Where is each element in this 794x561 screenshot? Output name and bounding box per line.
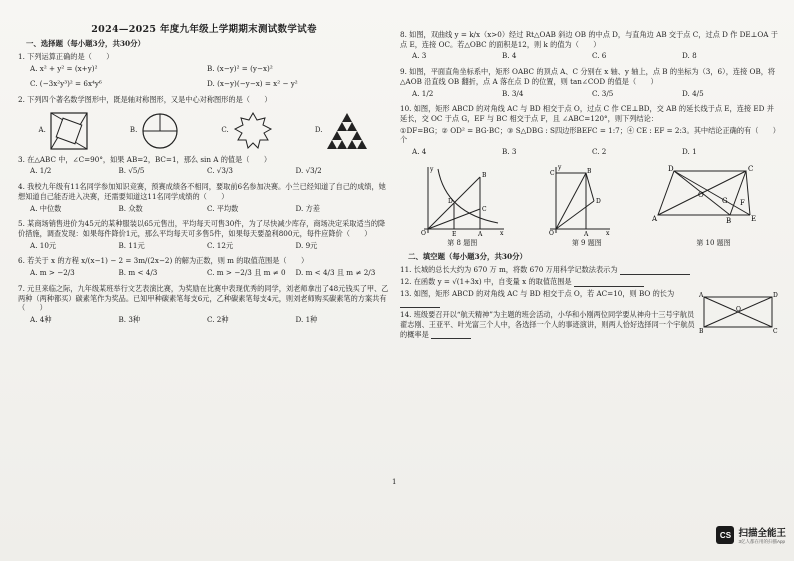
section-choice-heading: 一、选择题（每小题3分，共30分） <box>26 38 145 48</box>
question-figures <box>400 163 778 237</box>
option-c: C. 12元 <box>207 240 234 250</box>
question-10-options <box>400 147 778 157</box>
svg-text:E: E <box>751 214 757 223</box>
sierpinski-triangle-icon <box>325 111 369 151</box>
question-4: 4. 我校九年级有11名同学参加知识竞赛，预赛成绩各不相同，要取前6名参加决赛。小兰已经知道了自己的成绩，她想知道自己能否进入决赛，还需要知道这11名同学成绩的（ ） <box>18 182 386 201</box>
svg-text:y: y <box>430 165 434 173</box>
option-d: D. 9元 <box>295 240 318 250</box>
rectangle-fold-figure <box>544 163 614 237</box>
option-c: C. 6 <box>592 51 607 61</box>
question-12-text: 12. 在函数 y = √(1+3x) 中，自变量 x 的取值范围是 <box>400 277 572 287</box>
option-a: A. 10元 <box>30 240 57 250</box>
svg-text:y: y <box>558 163 562 171</box>
option-b: B. 3 <box>502 147 517 157</box>
option-c: C. m > −2/3 且 m ≠ 0 <box>207 268 286 278</box>
svg-text:D: D <box>668 164 674 173</box>
question-1-options <box>18 64 390 74</box>
question-14-text: 14. 班级要召开以“航天精神”为主题的班会活动，小华和小刚两位同学要从神舟十三号宇航员翟志刚、王亚平、叶光富三个人中，各选择一个人的事迹演讲，则两人恰好选择同一个宇航员的概率是 <box>400 310 695 339</box>
svg-text:O: O <box>698 190 704 199</box>
question-7: 7. 元旦来临之际，九年级某班举行文艺表演比赛，为奖励在比赛中表现优秀的同学，刘老师拿出了48元钱买了甲、乙两种（两种都买）碳素笔作为奖品。已知甲种碳素笔每支6元，乙种碳素笔每支4元，则刘老师购买碳素笔的方案共有（ ） <box>18 283 389 313</box>
figure-d <box>315 111 370 151</box>
camscanner-logo-icon: CS <box>716 526 734 544</box>
svg-text:C: C <box>773 327 778 335</box>
figure-d-label: D. <box>314 125 323 134</box>
right-column <box>400 30 778 341</box>
option-b: B. m < 4/3 <box>118 268 158 278</box>
option-b: B. 众数 <box>118 203 143 213</box>
caption-figure-10: 第 10 题图 <box>696 238 731 247</box>
svg-text:x: x <box>500 229 504 237</box>
option-c: C. 2种 <box>207 315 229 325</box>
svg-text:B: B <box>587 167 592 175</box>
svg-text:O: O <box>549 229 554 237</box>
answer-blank <box>620 267 690 275</box>
figure-c <box>221 110 273 152</box>
watermark-app-name: 扫描全能王 <box>738 528 786 539</box>
option-c: C. 3/5 <box>592 88 614 98</box>
option-b: B. 3/4 <box>502 88 524 98</box>
option-a: A. 中位数 <box>30 203 62 213</box>
option-d: D. (x−y)(−y−x) = x² − y² <box>207 79 298 89</box>
question-6-options <box>18 268 390 278</box>
figure-a-label: A. <box>38 125 46 134</box>
question-10: 10. 如图，矩形 ABCD 的对角线 AC 与 BD 相交于点 O，过点 C 作 CE⊥BD，交 AB 的延长线于点 E，连接 ED 并延长，交 OC 于点 G，EF 与 BC 相交于点 F，且 ∠ABC=120°，则下列结论： <box>400 104 774 124</box>
left-column <box>18 6 390 331</box>
figure-captions <box>400 239 778 248</box>
figure-b <box>130 111 180 151</box>
question-4-options <box>18 204 390 214</box>
svg-text:A: A <box>652 214 658 223</box>
svg-text:D: D <box>448 197 453 205</box>
pinwheel-square-icon <box>49 111 89 151</box>
svg-text:A: A <box>584 230 589 237</box>
question-13-text: 13. 如图，矩形 ABCD 的对角线 AC 与 BD 相交于点 O，若 AC=10，则 BO 的长为 <box>400 288 675 298</box>
figure-a <box>39 111 89 151</box>
option-c: C. (−3x²y³)² = 6x⁴y⁶ <box>30 79 102 89</box>
question-9-options <box>400 89 778 99</box>
question-1: 1. 下列运算正确的是（ ） <box>18 51 114 61</box>
svg-text:A: A <box>699 291 704 299</box>
svg-text:C: C <box>748 164 754 173</box>
svg-text:E: E <box>452 230 457 237</box>
question-2-figures <box>18 109 390 153</box>
question-1-options-row2 <box>18 79 390 89</box>
page-number: 1 <box>392 478 397 486</box>
question-8-options <box>400 51 778 61</box>
questions-13-14-text <box>400 289 698 342</box>
figure-b-label: B. <box>129 125 138 134</box>
answer-blank <box>431 331 471 339</box>
question-6: 6. 若关于 x 的方程 x/(x−1) − 2 = 3m/(2x−2) 的解为正数，则 m 的取值范围是（ ） <box>18 256 309 266</box>
option-b: B. √5/5 <box>118 166 145 176</box>
svg-text:D: D <box>596 197 601 205</box>
watermark-text <box>738 525 786 545</box>
svg-text:B: B <box>699 327 704 335</box>
rectangle-diagonals-figure <box>650 163 760 237</box>
option-a: A. 4种 <box>30 315 52 325</box>
svg-text:A: A <box>478 230 483 237</box>
scanner-watermark <box>716 525 786 545</box>
svg-text:x: x <box>606 229 610 237</box>
question-10-statements: ①DF=BG；② OD² = BG·BC；③ S△DBG : S四边形BEFC = 1:7；④ CE : EF = 2:3。其中结论正确的有（ ）个 <box>400 125 777 145</box>
question-13 <box>400 289 698 308</box>
answer-blank <box>574 279 644 287</box>
svg-text:B: B <box>726 216 732 225</box>
question-3: 3. 在△ABC 中，∠C=90°，如果 AB=2，BC=1，那么 sin A 的值是（ ） <box>18 154 272 164</box>
koch-snowflake-icon <box>232 110 274 152</box>
question-9: 9. 如图，平面直角坐标系中，矩形 OABC 的顶点 A、C 分别在 x 轴、y 轴上，点 B 的坐标为（3，6），连接 OB，将△AOB 沿直线 OB 翻折，点 A 落在点 D 的位置，则 tan∠COD 的值是（ ） <box>400 67 776 86</box>
rectangle-abcd-figure <box>698 289 778 335</box>
svg-text:G: G <box>722 196 728 205</box>
option-a: A. 1/2 <box>30 166 52 176</box>
answer-blank <box>400 300 440 308</box>
question-5-options <box>18 241 390 251</box>
option-a: A. x² + y² = (x+y)² <box>30 63 98 73</box>
question-8: 8. 如图，双曲线 y = k/x（x>0）经过 Rt△OAB 斜边 OB 的中点 D，与直角边 AB 交于点 C，过点 D 作 DE⊥OA 于点 E，连接 OC。若△OBC 的面积是12，则 k 的值为（ ） <box>400 30 778 49</box>
option-d: D. m < 4/3 且 m ≠ 2/3 <box>295 268 376 278</box>
watermark-tagline: 3亿人都在用的扫描App <box>738 539 785 544</box>
option-d: D. 1种 <box>295 315 318 325</box>
question-12 <box>400 277 778 287</box>
question-7-options <box>18 315 390 325</box>
option-d: D. 1 <box>682 147 697 157</box>
caption-figure-9: 第 9 题图 <box>571 238 602 247</box>
divided-circle-icon <box>140 111 180 151</box>
svg-text:O: O <box>736 305 741 313</box>
option-b: B. 11元 <box>118 240 145 250</box>
exam-title: 2024—2025 年度九年级上学期期末测试数学试卷 <box>91 24 317 35</box>
figure-c-label: C. <box>221 125 229 134</box>
question-3-options <box>18 166 390 176</box>
section-fill-heading: 二、填空题（每小题3分，共30分） <box>408 252 527 262</box>
option-b: B. (x−y)² = (y−x)² <box>207 63 273 73</box>
svg-text:C: C <box>550 169 555 177</box>
option-c: C. √3/3 <box>207 166 233 176</box>
option-c: C. 平均数 <box>207 203 239 213</box>
caption-figure-8: 第 8 题图 <box>447 238 478 247</box>
question-5: 5. 某商场销售进价为45元的某种服装以65元售出，平均每天可售30件，为了尽快减少库存，商场决定采取适当的降价措施，调查发现：如果每件降价1元，那么平均每天可多售5件，如果每天要盈利800元，每件应降价（ ） <box>18 219 386 238</box>
option-a: A. 4 <box>412 147 427 157</box>
option-a: A. 3 <box>412 51 427 61</box>
option-d: D. 方差 <box>295 203 320 213</box>
option-d: D. √3/2 <box>295 166 322 176</box>
question-14 <box>400 310 698 339</box>
svg-text:B: B <box>482 171 487 179</box>
option-c: C. 2 <box>592 147 607 157</box>
option-d: D. 4/5 <box>682 88 704 98</box>
option-a: A. m > −2/3 <box>30 268 75 278</box>
svg-text:O: O <box>421 229 426 237</box>
question-11-text: 11. 长城的总长大约为 670 万 m，将数 670 万用科学记数法表示为 <box>400 265 618 275</box>
question-2: 2. 下列四个著名数学图形中，既是轴对称图形，又是中心对称图形的是（ ） <box>18 94 272 104</box>
question-11 <box>400 265 778 275</box>
option-b: B. 4 <box>502 51 517 61</box>
option-b: B. 3种 <box>118 315 141 325</box>
option-d: D. 8 <box>682 51 697 61</box>
questions-13-14 <box>400 289 778 342</box>
hyperbola-triangle-figure <box>418 163 508 237</box>
svg-text:F: F <box>740 198 745 207</box>
svg-text:C: C <box>482 205 487 213</box>
option-a: A. 1/2 <box>412 88 434 98</box>
svg-text:D: D <box>773 291 778 299</box>
